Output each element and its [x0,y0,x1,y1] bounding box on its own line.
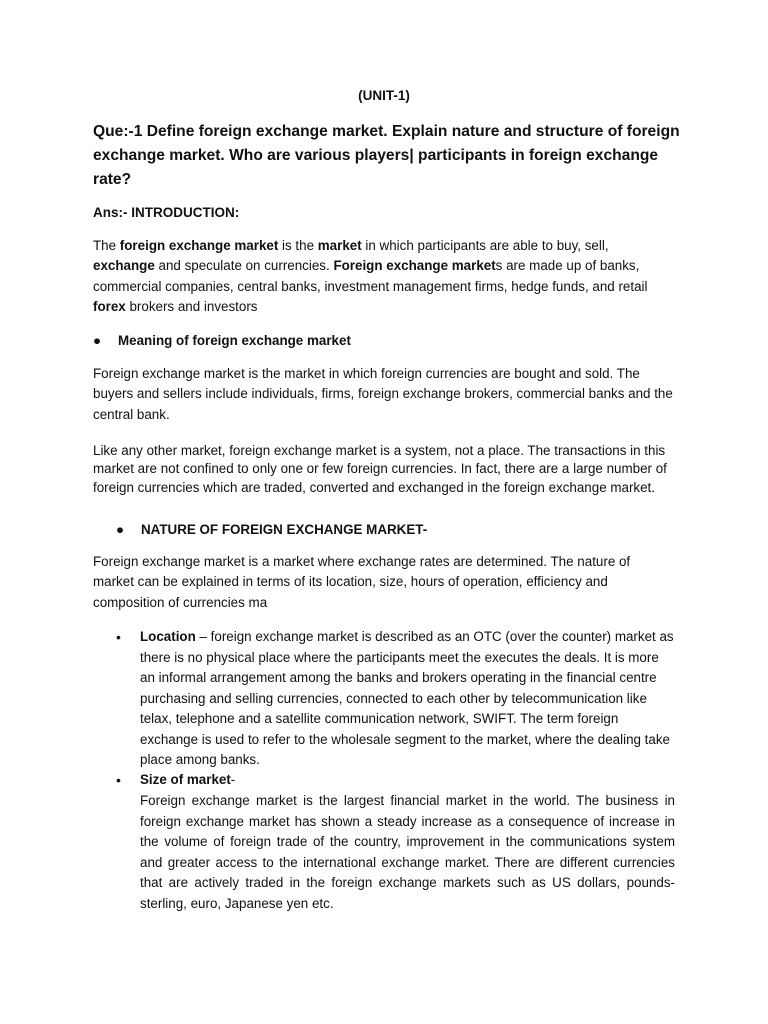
size-item-text: Foreign exchange market is the largest financial market in the world. The business in foreign exchange market has shown a steady increase as a consequence of increase in the volume of foreign trade of the country, improvement in the communications system and greater access to the international exchange market. There are different currencies that are actively traded in the foreign exchange markets such as US dollars, pounds-sterling, euro, Japanese yen etc. [140,793,675,911]
intro-bold-2: market [317,238,362,253]
intro-bold-4: Foreign exchange market [333,258,496,274]
intro-text-3: in which participants are able to buy, sell, [361,238,609,253]
intro-bold-5: forex [93,298,126,314]
intro-text-5: s are made up of banks, commercial companies, central banks, investment management firms, hedge funds, and retail [93,258,648,294]
intro-bold-1: foreign exchange market [119,238,279,253]
intro-bold-3: exchange [93,258,155,274]
meaning-paragraph-2: Like any other market, foreign exchange market is a system, not a place. The transactions in this market are not confined to only one or few foreign currencies. In fact, there are a large number of foreign currencies which are traded, converted and exchanged in the foreign exchange market. [93,443,667,495]
intro-text-6: brokers and investors [125,298,258,314]
bullet-dot-icon: ● [116,522,125,537]
location-title: Location [140,629,196,644]
bullet-nature-label: NATURE OF FOREIGN EXCHANGE MARKET- [141,522,428,537]
bullet-meaning-label: Meaning of foreign exchange market [118,333,351,348]
nature-paragraph: Foreign exchange market is a market where exchange rates are determined. The nature of market can be explained in terms of its location, size, hours of operation, efficiency and composition of currencies ma [93,554,631,610]
size-title-suffix: - [230,772,236,787]
location-item [140,627,675,771]
intro-text-4: and speculate on currencies. [154,258,334,274]
size-item-title [140,770,675,791]
bullet-nature [116,520,427,540]
answer-label: Ans:- INTRODUCTION: [93,205,240,220]
bullet-dot-icon: • [116,629,121,645]
location-text: – foreign exchange market is described as an OTC (over the counter) market as there is no physical place where the participants meet the executes the deals. It is more an informal arrangement among the banks and brokers operating in the financial centre purchasing and selling currencies, connected to each other by telecommunication like telax, telephone and a satellite communication network, SWIFT. The term foreign exchange is used to refer to the wholesale segment to the market, where the dealing take place among banks. [140,629,674,767]
question-heading: Que:-1 Define foreign exchange market. Explain nature and structure of foreign exchange market. Who are various players| participants in foreign exchange rate? [93,123,680,188]
bullet-dot-icon: • [116,772,121,788]
bullet-dot-icon: ● [93,333,102,348]
bullet-meaning [93,331,351,351]
intro-paragraph [93,236,673,317]
size-title: Size of market [140,772,231,787]
intro-text-2: is the [278,238,318,253]
meaning-paragraph-1: Foreign exchange market is the market in which foreign currencies are bought and sold. The buyers and sellers include individuals, firms, foreign exchange brokers, commercial banks and the central bank. [93,366,673,422]
intro-text-1: The [93,238,120,253]
unit-heading: (UNIT-1) [358,88,410,103]
